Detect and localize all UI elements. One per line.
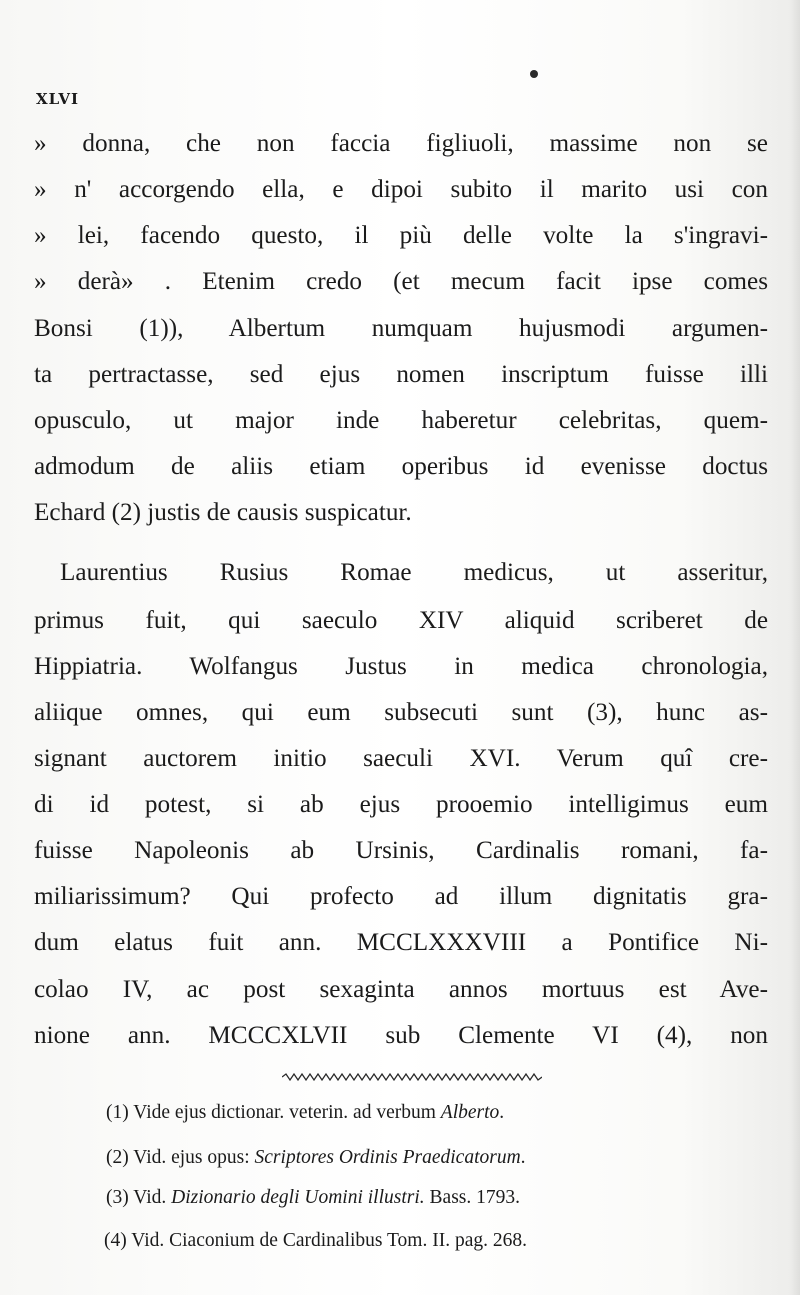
footnote-1 [106,1103,504,1123]
body-line-3: » lei, facendo questo, il più delle volte la s'ingravi- [34,222,768,249]
ink-dot [530,70,538,78]
body-line-5: Bonsi (1)), Albertum numquam hujusmodi argumen- [34,315,768,342]
footnote-after: . [520,1147,526,1168]
body-line-8: admodum de aliis etiam operibus id evenisse doctus [34,453,768,480]
body-line-20: nione ann. MCCCXLVII sub Clemente VI (4), non [34,1022,768,1049]
body-line-10: Laurentius Rusius Romae medicus, ut asseritur, [60,559,768,586]
footnote-3 [106,1188,520,1208]
body-line-18: dum elatus fuit ann. MCCLXXXVIII a Pontifice Ni- [34,929,768,956]
body-line-7: opusculo, ut major inde haberetur celebritas, quem- [34,407,768,434]
body-line-1: » donna, che non faccia figliuoli, massime non se [34,130,768,157]
footnote-text: Vide ejus dictionar. veterin. ad verbum [133,1102,436,1123]
body-line-16: fuisse Napoleonis ab Ursinis, Cardinalis romani, fa- [34,837,768,864]
footnote-after: Bass. 1793. [429,1187,520,1208]
footnote-italic: Alberto [440,1102,500,1123]
footnote-after: . [499,1102,505,1123]
footnote-text: Vid. [133,1187,167,1208]
footnote-text: Vid. ejus opus: [133,1147,250,1168]
body-line-6: ta pertractasse, sed ejus nomen inscriptum fuisse illi [34,361,768,388]
body-line-17: miliarissimum? Qui profecto ad illum dignitatis gra- [34,883,768,910]
body-line-9: Echard (2) justis de causis suspicatur. [34,499,412,526]
page-edge-shadow [790,0,800,1295]
body-line-15: di id potest, si ab ejus prooemio intelligimus eum [34,791,768,818]
body-line-4: » derà» . Etenim credo (et mecum facit ipse comes [34,268,768,295]
body-line-19: colao IV, ac post sexaginta annos mortuus est Ave- [34,976,768,1003]
body-line-11: primus fuit, qui saeculo XIV aliquid scriberet de [34,607,768,634]
footnote-marker: (3) [106,1187,129,1208]
body-line-14: signant auctorem initio saeculi XVI. Verum quî cre- [34,745,768,772]
footnote-text: Vid. Ciaconium de Cardinalibus Tom. II. pag. 268. [131,1230,527,1251]
footnote-italic: Dizionario degli Uomini illustri. [171,1187,425,1208]
footnote-marker: (4) [104,1230,127,1251]
footnote-separator [282,1072,542,1082]
footnote-2 [106,1148,526,1168]
footnote-italic: Scriptores Ordinis Praedicatorum [254,1147,521,1168]
footnote-4 [104,1231,527,1251]
page-number: XLVI [36,90,80,108]
footnote-marker: (1) [106,1102,129,1123]
body-line-12: Hippiatria. Wolfangus Justus in medica chronologia, [34,653,768,680]
body-line-2: » n' accorgendo ella, e dipoi subito il marito usi con [34,176,768,203]
footnote-marker: (2) [106,1147,129,1168]
body-line-13: aliique omnes, qui eum subsecuti sunt (3), hunc as- [34,699,768,726]
